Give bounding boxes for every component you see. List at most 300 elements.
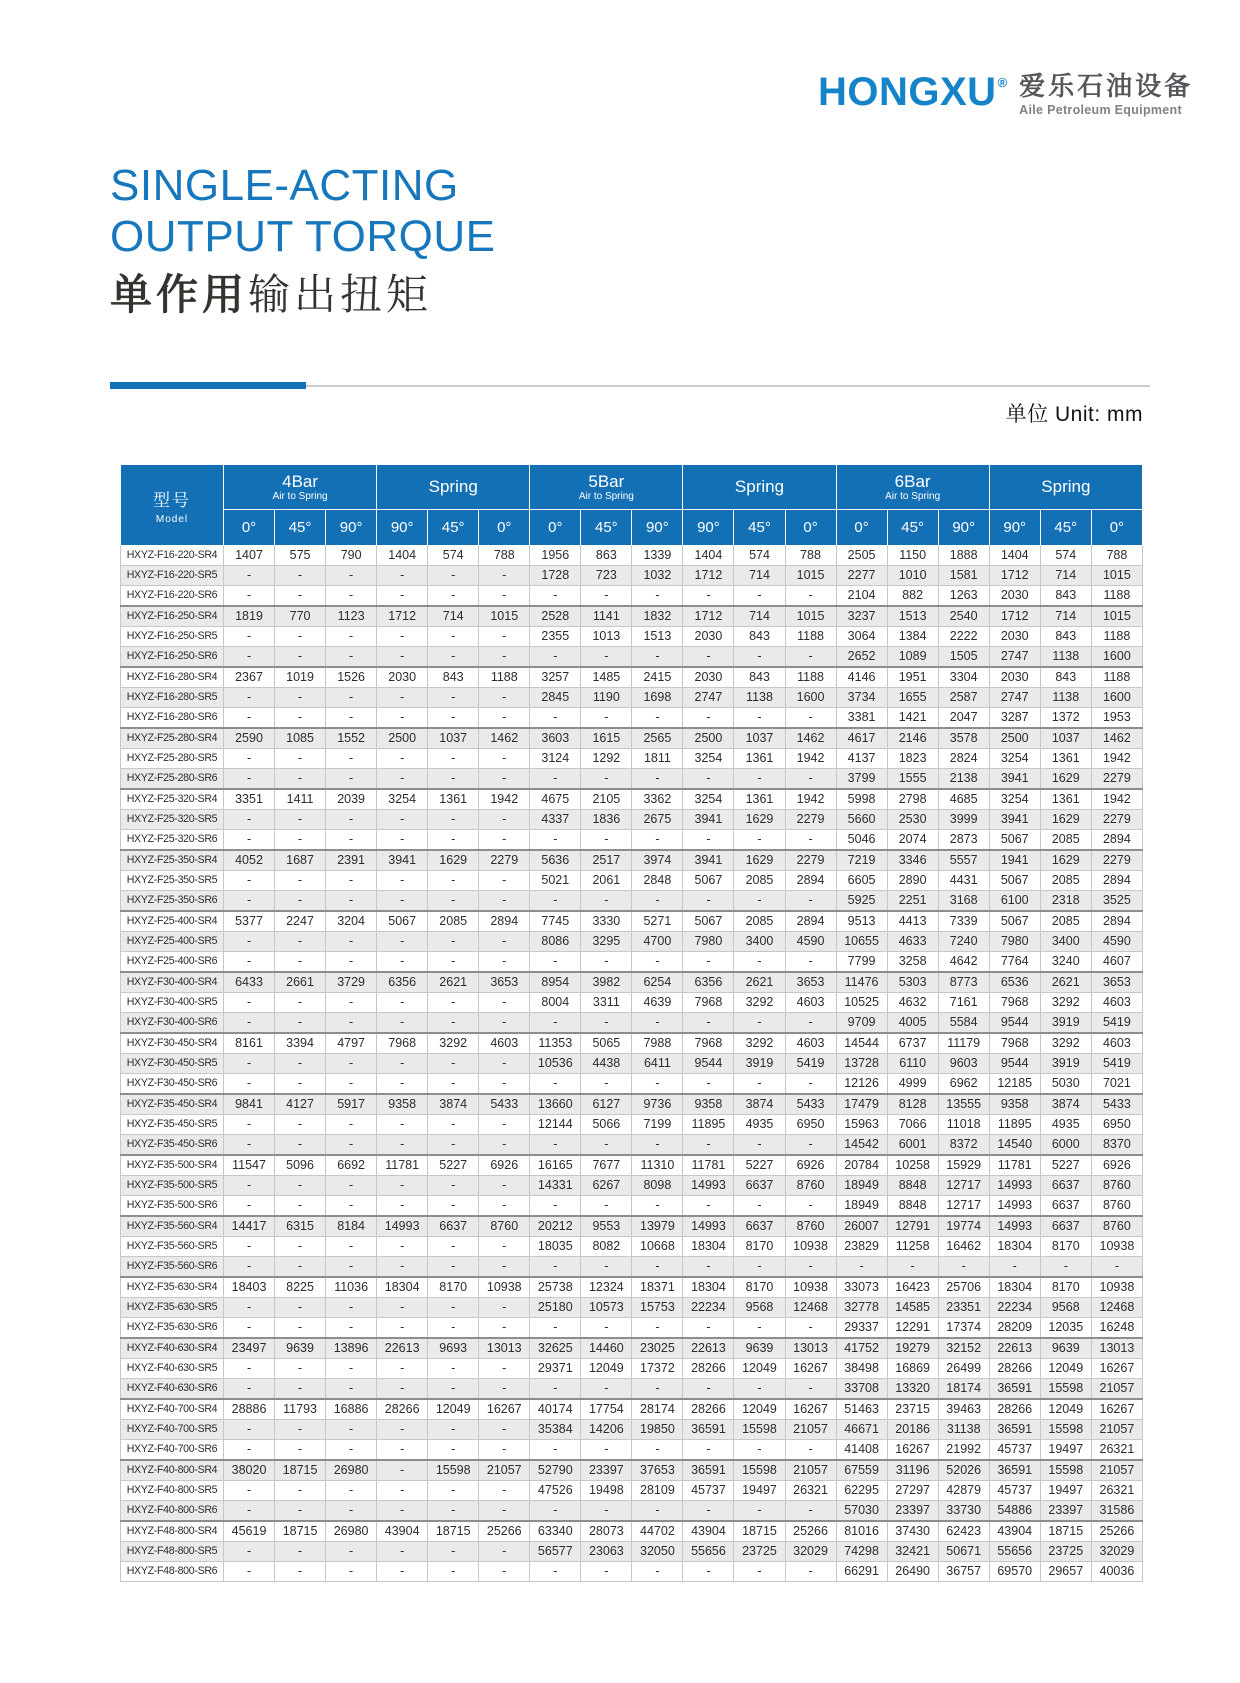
value-cell: 2894 (785, 871, 836, 891)
value-cell: - (326, 566, 377, 586)
value-cell: 3874 (1040, 1094, 1091, 1115)
table-row (121, 769, 1143, 790)
value-cell: - (275, 749, 326, 769)
value-cell: - (275, 993, 326, 1013)
value-cell: 3292 (428, 1033, 479, 1054)
value-cell: 28174 (632, 1399, 683, 1420)
value-cell: - (632, 647, 683, 668)
value-cell: 41752 (836, 1338, 887, 1359)
value-cell: 14460 (581, 1338, 632, 1359)
table-body (121, 546, 1143, 1582)
value-cell: - (683, 769, 734, 790)
value-cell: 14331 (530, 1176, 581, 1196)
value-cell: 36591 (989, 1379, 1040, 1400)
model-cell: HXYZ-F35-560-SR4 (121, 1216, 224, 1237)
value-cell: 8170 (734, 1277, 785, 1298)
value-cell: 16248 (1091, 1318, 1142, 1339)
value-cell: 6411 (632, 1054, 683, 1074)
table-row (121, 586, 1143, 607)
value-cell: - (479, 1298, 530, 1318)
group-sublabel: Air to Spring (578, 491, 634, 503)
value-cell: 22613 (683, 1338, 734, 1359)
table-row (121, 1318, 1143, 1339)
value-cell: - (275, 1420, 326, 1440)
value-cell: 4935 (1040, 1115, 1091, 1135)
value-cell: 2085 (1040, 871, 1091, 891)
value-cell: - (785, 1257, 836, 1278)
value-cell: - (428, 891, 479, 912)
value-cell: 574 (428, 546, 479, 566)
value-cell: 1942 (479, 789, 530, 810)
value-cell: 1629 (734, 810, 785, 830)
table-row (121, 546, 1143, 566)
value-cell: 3982 (581, 972, 632, 993)
value-cell: 15598 (428, 1460, 479, 1481)
group-label: 5Bar (588, 471, 625, 491)
value-cell: - (428, 810, 479, 830)
value-cell: - (377, 1420, 428, 1440)
value-cell: 26007 (836, 1216, 887, 1237)
torque-table (120, 464, 1143, 1582)
value-cell: 12717 (938, 1176, 989, 1196)
value-cell: 22234 (683, 1298, 734, 1318)
value-cell: 11036 (326, 1277, 377, 1298)
value-cell: 7968 (683, 1033, 734, 1054)
value-cell: - (377, 749, 428, 769)
value-cell: 10655 (836, 932, 887, 952)
value-cell: - (428, 1196, 479, 1217)
value-cell: - (632, 1379, 683, 1400)
value-cell: 8372 (938, 1135, 989, 1156)
value-cell: 8954 (530, 972, 581, 993)
angle-header-cell: 45° (1040, 510, 1091, 546)
value-cell: - (224, 1420, 275, 1440)
value-cell: 5227 (1040, 1155, 1091, 1176)
registered-mark: ® (997, 75, 1008, 90)
value-cell: - (530, 891, 581, 912)
value-cell: 2104 (836, 586, 887, 607)
value-cell: 16267 (785, 1359, 836, 1379)
value-cell: - (734, 1013, 785, 1034)
table-row (121, 810, 1143, 830)
value-cell: 12144 (530, 1115, 581, 1135)
value-cell: - (224, 1237, 275, 1257)
value-cell: 2085 (734, 911, 785, 932)
value-cell: 8128 (887, 1094, 938, 1115)
group-sublabel: Air to Spring (272, 491, 328, 503)
value-cell: - (326, 952, 377, 973)
value-cell: - (479, 952, 530, 973)
table-row (121, 1521, 1143, 1542)
value-cell: - (530, 708, 581, 729)
value-cell: 8170 (734, 1237, 785, 1257)
value-cell: 55656 (989, 1542, 1040, 1562)
value-cell: 32050 (632, 1542, 683, 1562)
value-cell: 14544 (836, 1033, 887, 1054)
value-cell: - (377, 891, 428, 912)
value-cell: - (683, 1196, 734, 1217)
value-cell: - (479, 830, 530, 851)
value-cell: 1600 (1091, 647, 1142, 668)
value-cell: - (377, 1013, 428, 1034)
value-cell: 2279 (1091, 810, 1142, 830)
model-cell: HXYZ-F35-560-SR6 (121, 1257, 224, 1278)
value-cell: - (428, 1359, 479, 1379)
value-cell: - (683, 1013, 734, 1034)
value-cell: 1712 (989, 566, 1040, 586)
group-header-cell (989, 465, 1142, 510)
model-cell: HXYZ-F35-450-SR5 (121, 1115, 224, 1135)
value-cell: 7219 (836, 850, 887, 871)
value-cell: 18403 (224, 1277, 275, 1298)
value-cell: 18035 (530, 1237, 581, 1257)
value-cell: 16267 (1091, 1359, 1142, 1379)
value-cell: 2279 (1091, 769, 1142, 790)
value-cell: 1513 (632, 627, 683, 647)
value-cell: - (989, 1257, 1040, 1278)
group-header-cell (530, 465, 683, 510)
value-cell: - (326, 688, 377, 708)
value-cell: 40174 (530, 1399, 581, 1420)
table-row (121, 1237, 1143, 1257)
value-cell: 1953 (1091, 708, 1142, 729)
value-cell: - (377, 586, 428, 607)
value-cell: 6605 (836, 871, 887, 891)
model-cell: HXYZ-F48-800-SR6 (121, 1562, 224, 1582)
value-cell: 14542 (836, 1135, 887, 1156)
model-cell: HXYZ-F25-400-SR6 (121, 952, 224, 973)
value-cell: - (581, 647, 632, 668)
value-cell: 3999 (938, 810, 989, 830)
value-cell: - (632, 1013, 683, 1034)
value-cell: 27297 (887, 1481, 938, 1501)
value-cell: 3941 (989, 810, 1040, 830)
value-cell: - (938, 1257, 989, 1278)
value-cell: - (275, 952, 326, 973)
table-row (121, 708, 1143, 729)
value-cell: 1526 (326, 667, 377, 688)
value-cell: - (428, 1379, 479, 1400)
value-cell: - (479, 1237, 530, 1257)
value-cell: 15963 (836, 1115, 887, 1135)
value-cell: - (275, 1074, 326, 1095)
angle-header-cell: 45° (581, 510, 632, 546)
value-cell: - (632, 708, 683, 729)
value-cell: 8170 (1040, 1277, 1091, 1298)
value-cell: 7199 (632, 1115, 683, 1135)
value-cell: 843 (428, 667, 479, 688)
value-cell: 4337 (530, 810, 581, 830)
value-cell: 7799 (836, 952, 887, 973)
value-cell: - (683, 1318, 734, 1339)
value-cell: 1123 (326, 606, 377, 627)
value-cell: 63340 (530, 1521, 581, 1542)
value-cell: 36591 (989, 1460, 1040, 1481)
table-row (121, 1094, 1143, 1115)
value-cell: 36591 (683, 1420, 734, 1440)
value-cell: - (275, 586, 326, 607)
value-cell: 714 (1040, 606, 1091, 627)
value-cell: 1138 (1040, 647, 1091, 668)
value-cell: - (785, 1379, 836, 1400)
angle-header-cell: 45° (428, 510, 479, 546)
value-cell: - (326, 993, 377, 1013)
value-cell: 8098 (632, 1176, 683, 1196)
value-cell: 3799 (836, 769, 887, 790)
value-cell: - (479, 1440, 530, 1461)
table-row (121, 1155, 1143, 1176)
section-divider (110, 382, 1150, 390)
value-cell: 2500 (989, 728, 1040, 749)
value-cell: 1462 (479, 728, 530, 749)
value-cell: 12035 (1040, 1318, 1091, 1339)
value-cell: - (224, 871, 275, 891)
value-cell: 45737 (683, 1481, 734, 1501)
value-cell: 3330 (581, 911, 632, 932)
value-cell: 1190 (581, 688, 632, 708)
value-cell: 28073 (581, 1521, 632, 1542)
value-cell: 13979 (632, 1216, 683, 1237)
value-cell: 1372 (1040, 708, 1091, 729)
value-cell: 3874 (428, 1094, 479, 1115)
value-cell: - (224, 627, 275, 647)
value-cell: 12468 (1091, 1298, 1142, 1318)
value-cell: 9568 (1040, 1298, 1091, 1318)
value-cell: 4642 (938, 952, 989, 973)
value-cell: - (275, 566, 326, 586)
model-cell: HXYZ-F25-400-SR4 (121, 911, 224, 932)
model-cell: HXYZ-F25-320-SR4 (121, 789, 224, 810)
value-cell: 11547 (224, 1155, 275, 1176)
value-cell: 1188 (785, 627, 836, 647)
value-cell: - (530, 1501, 581, 1522)
value-cell: 2621 (1040, 972, 1091, 993)
value-cell: 3653 (479, 972, 530, 993)
value-cell: 1292 (581, 749, 632, 769)
value-cell: 1037 (734, 728, 785, 749)
model-cell: HXYZ-F16-250-SR5 (121, 627, 224, 647)
angle-header-cell: 45° (275, 510, 326, 546)
value-cell: 3919 (734, 1054, 785, 1074)
value-cell: - (377, 1318, 428, 1339)
value-cell: 12049 (1040, 1399, 1091, 1420)
value-cell: 62295 (836, 1481, 887, 1501)
value-cell: - (224, 586, 275, 607)
value-cell: 23497 (224, 1338, 275, 1359)
value-cell: - (632, 1501, 683, 1522)
value-cell: - (275, 708, 326, 729)
value-cell: 2540 (938, 606, 989, 627)
table-row (121, 1074, 1143, 1095)
value-cell: 10938 (1091, 1237, 1142, 1257)
header-angle-row (121, 510, 1143, 546)
value-cell: 6100 (989, 891, 1040, 912)
value-cell: - (377, 1562, 428, 1582)
value-cell: - (479, 688, 530, 708)
value-cell: 8370 (1091, 1135, 1142, 1156)
value-cell: 12126 (836, 1074, 887, 1095)
value-cell: 2530 (887, 810, 938, 830)
value-cell: - (326, 1481, 377, 1501)
value-cell: 10573 (581, 1298, 632, 1318)
value-cell: 3394 (275, 1033, 326, 1054)
value-cell: 2355 (530, 627, 581, 647)
value-cell: - (734, 1257, 785, 1278)
value-cell: - (275, 871, 326, 891)
group-header-cell (836, 465, 989, 510)
value-cell: 2030 (377, 667, 428, 688)
value-cell: 3919 (1040, 1013, 1091, 1034)
value-cell: 5557 (938, 850, 989, 871)
value-cell: 45737 (989, 1481, 1040, 1501)
value-cell: 6637 (1040, 1176, 1091, 1196)
value-cell: - (326, 1054, 377, 1074)
value-cell: - (428, 1440, 479, 1461)
value-cell: 19279 (887, 1338, 938, 1359)
value-cell: 843 (734, 627, 785, 647)
value-cell: 28109 (632, 1481, 683, 1501)
value-cell: 4603 (785, 993, 836, 1013)
value-cell: 4127 (275, 1094, 326, 1115)
table-row (121, 972, 1143, 993)
value-cell: 2747 (683, 688, 734, 708)
value-cell: 1513 (887, 606, 938, 627)
value-cell: - (224, 1196, 275, 1217)
model-cell: HXYZ-F35-630-SR4 (121, 1277, 224, 1298)
value-cell: 4685 (938, 789, 989, 810)
value-cell: - (326, 1501, 377, 1522)
angle-header-cell: 0° (785, 510, 836, 546)
value-cell: - (275, 1298, 326, 1318)
value-cell: 8848 (887, 1176, 938, 1196)
value-cell: 9358 (377, 1094, 428, 1115)
value-cell: 22613 (377, 1338, 428, 1359)
value-cell: - (479, 1054, 530, 1074)
value-cell: 2222 (938, 627, 989, 647)
value-cell: - (479, 1257, 530, 1278)
table-row (121, 1379, 1143, 1400)
angle-header-cell: 0° (224, 510, 275, 546)
value-cell: - (326, 1196, 377, 1217)
model-cell: HXYZ-F25-280-SR5 (121, 749, 224, 769)
value-cell: 23351 (938, 1298, 989, 1318)
value-cell: 1361 (734, 789, 785, 810)
value-cell: 1581 (938, 566, 989, 586)
value-cell: 14993 (377, 1216, 428, 1237)
value-cell: - (683, 1257, 734, 1278)
value-cell: - (326, 1379, 377, 1400)
group-label: 6Bar (894, 471, 931, 491)
value-cell: - (428, 749, 479, 769)
model-cell: HXYZ-F35-450-SR6 (121, 1135, 224, 1156)
value-cell: - (224, 566, 275, 586)
value-cell: - (275, 830, 326, 851)
value-cell: 1037 (428, 728, 479, 749)
page-title (110, 160, 496, 319)
value-cell: 5377 (224, 911, 275, 932)
value-cell: 2138 (938, 769, 989, 790)
value-cell: - (275, 1318, 326, 1339)
value-cell: 7677 (581, 1155, 632, 1176)
value-cell: - (683, 952, 734, 973)
value-cell: - (479, 891, 530, 912)
value-cell: 19497 (1040, 1440, 1091, 1461)
value-cell: 25180 (530, 1298, 581, 1318)
value-cell: - (377, 1359, 428, 1379)
value-cell: 1411 (275, 789, 326, 810)
value-cell: 723 (581, 566, 632, 586)
value-cell: 9639 (734, 1338, 785, 1359)
value-cell: 3941 (377, 850, 428, 871)
value-cell: 1712 (683, 566, 734, 586)
value-cell: 17374 (938, 1318, 989, 1339)
value-cell: 3346 (887, 850, 938, 871)
value-cell: - (428, 1257, 479, 1278)
value-cell: 574 (734, 546, 785, 566)
value-cell: 1555 (887, 769, 938, 790)
value-cell: 18949 (836, 1196, 887, 1217)
value-cell: - (326, 1135, 377, 1156)
model-cell: HXYZ-F40-630-SR6 (121, 1379, 224, 1400)
table-row (121, 749, 1143, 769)
value-cell: 26980 (326, 1460, 377, 1481)
value-cell: 5636 (530, 850, 581, 871)
value-cell: 9841 (224, 1094, 275, 1115)
value-cell: 5067 (989, 830, 1040, 851)
value-cell: 10258 (887, 1155, 938, 1176)
value-cell: 11310 (632, 1155, 683, 1176)
value-cell: - (530, 1318, 581, 1339)
value-cell: 28266 (989, 1359, 1040, 1379)
value-cell: 14206 (581, 1420, 632, 1440)
value-cell: 4675 (530, 789, 581, 810)
title-en-line1: SINGLE-ACTING (110, 161, 459, 210)
value-cell: 7021 (1091, 1074, 1142, 1095)
value-cell: 28266 (683, 1399, 734, 1420)
value-cell: 714 (734, 606, 785, 627)
value-cell: 2030 (989, 627, 1040, 647)
value-cell: 13320 (887, 1379, 938, 1400)
value-cell: 5067 (989, 871, 1040, 891)
value-cell: 1015 (785, 566, 836, 586)
value-cell: 788 (785, 546, 836, 566)
value-cell: - (479, 769, 530, 790)
value-cell: 7968 (683, 993, 734, 1013)
value-cell: 1942 (785, 749, 836, 769)
value-cell: 2565 (632, 728, 683, 749)
value-cell: 1404 (989, 546, 1040, 566)
value-cell: 1037 (1040, 728, 1091, 749)
value-cell: - (428, 1176, 479, 1196)
model-cell: HXYZ-F35-500-SR6 (121, 1196, 224, 1217)
group-header-cell (377, 465, 530, 510)
group-label: Spring (734, 477, 785, 497)
value-cell: 19497 (734, 1481, 785, 1501)
value-cell: 1188 (1091, 586, 1142, 607)
value-cell: - (683, 647, 734, 668)
unit-label: 单位 Unit: mm (1005, 403, 1143, 426)
value-cell: 45737 (989, 1440, 1040, 1461)
value-cell: 5433 (1091, 1094, 1142, 1115)
value-cell: 9693 (428, 1338, 479, 1359)
group-label: Spring (1041, 477, 1091, 497)
value-cell: 2030 (683, 627, 734, 647)
value-cell: - (275, 1196, 326, 1217)
value-cell: 18715 (275, 1521, 326, 1542)
value-cell: 1819 (224, 606, 275, 627)
value-cell: - (377, 1196, 428, 1217)
value-cell: 1421 (887, 708, 938, 729)
